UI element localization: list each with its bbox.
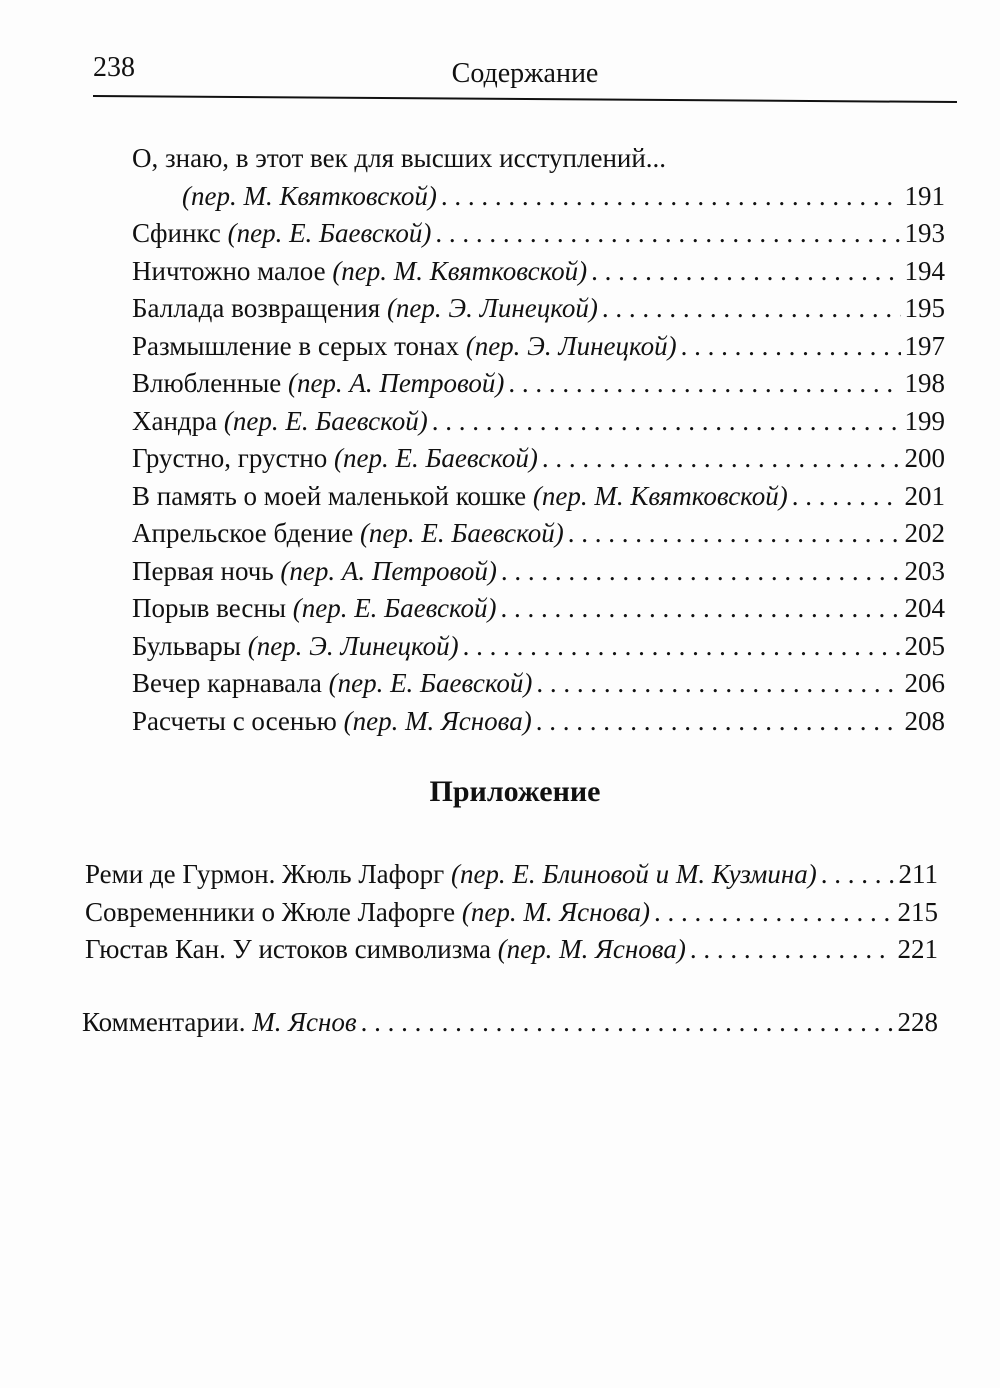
entry-title: В память о моей маленькой кошке xyxy=(132,480,527,511)
entry-title: Апрельское бдение xyxy=(132,518,354,548)
header-rule xyxy=(93,95,957,103)
entry-title: Бульвары xyxy=(132,630,241,661)
toc-entry xyxy=(85,931,938,969)
dot-leader xyxy=(432,403,901,441)
dot-leader xyxy=(792,478,901,516)
dot-leader xyxy=(463,628,901,666)
entry-title: Ничтожно малое xyxy=(132,255,326,286)
entry-translator: (пер. Э. Линецкой) xyxy=(465,330,677,361)
entry-page: 221 xyxy=(897,934,938,964)
toc-entry xyxy=(85,856,938,894)
entry-translator: (пер. М. Яснова) xyxy=(343,705,532,736)
entry-translator: (пер. М. Яснова) xyxy=(497,934,686,964)
entry-title: Комментарии. xyxy=(82,1007,246,1037)
entry-translator: (пер. Е. Баевской) xyxy=(328,668,533,698)
entry-author: М. Яснов xyxy=(252,1007,357,1037)
toc-entry xyxy=(132,328,945,366)
entry-title: Порыв весны xyxy=(132,593,286,623)
toc-entry xyxy=(132,365,945,403)
dot-leader xyxy=(536,703,901,741)
entry-page: 198 xyxy=(904,368,945,398)
entry-translator: (пер. Е. Баевской) xyxy=(359,518,564,548)
entry-title: Сфинкс xyxy=(132,218,221,248)
entry-title: Расчеты с осенью xyxy=(132,705,337,736)
entry-translator: (пер. Э. Линецкой) xyxy=(247,630,459,661)
toc-main xyxy=(132,140,945,740)
toc-entry xyxy=(132,665,945,703)
appendix-heading: Приложение xyxy=(429,775,601,808)
entry-translator: (пер. Е. Баевской) xyxy=(292,593,497,623)
dot-leader xyxy=(435,215,900,253)
entry-page: 206 xyxy=(904,668,945,698)
dot-leader xyxy=(591,253,900,291)
toc-entry xyxy=(132,553,945,591)
entry-translator: (пер. А. Петровой) xyxy=(287,368,505,398)
toc-entry xyxy=(132,215,945,253)
entry-title: О, знаю, в этот век для высших исступлений... xyxy=(132,143,667,173)
dot-leader xyxy=(681,328,901,366)
toc-entry xyxy=(132,628,945,666)
toc-entry xyxy=(132,515,945,553)
dot-leader xyxy=(361,1004,894,1042)
entry-page: 228 xyxy=(897,1007,938,1037)
entry-page: 199 xyxy=(904,405,945,436)
toc-appendix xyxy=(85,856,938,969)
toc-entry xyxy=(132,253,945,291)
entry-page: 195 xyxy=(904,293,945,323)
dot-leader xyxy=(508,365,900,403)
dot-leader xyxy=(821,856,895,894)
entry-page: 194 xyxy=(904,255,945,286)
toc-entry xyxy=(132,478,945,516)
entry-title: Реми де Гурмон. Жюль Лафорг xyxy=(85,859,445,889)
entry-title: Современники о Жюле Лафорге xyxy=(85,896,456,927)
entry-translator: (пер. Е. Баевской) xyxy=(227,218,432,248)
entry-translator: (пер. М. Квятковской) xyxy=(532,480,788,511)
entry-title: Хандра xyxy=(132,405,218,436)
entry-translator: (пер. Е. Баевской) xyxy=(334,443,538,473)
entry-page: 201 xyxy=(904,480,945,511)
toc-entry-title-line xyxy=(132,140,945,178)
toc-entry xyxy=(132,440,945,478)
entry-title: Вечер карнавала xyxy=(132,668,322,698)
entry-title: Баллада возвращения xyxy=(132,293,381,323)
entry-title: Размышление в серых тонах xyxy=(132,330,459,361)
entry-page: 202 xyxy=(904,518,945,548)
entry-translator: (пер. Э. Линецкой) xyxy=(386,293,598,323)
entry-title: Влюбленные xyxy=(132,368,282,398)
entry-page: 203 xyxy=(904,555,945,586)
dot-leader xyxy=(501,553,901,591)
entry-page: 208 xyxy=(904,705,945,736)
entry-page: 215 xyxy=(897,896,938,927)
dot-leader xyxy=(501,590,901,628)
dot-leader xyxy=(568,515,901,553)
entry-translator: (пер. Е. Блиновой и М. Кузмина) xyxy=(450,859,817,889)
toc-entry xyxy=(132,178,945,216)
entry-page: 191 xyxy=(904,180,945,211)
entry-translator: (пер. А. Петровой) xyxy=(280,555,497,586)
dot-leader xyxy=(542,440,901,478)
toc-entry xyxy=(82,1004,938,1042)
dot-leader xyxy=(441,178,901,216)
entry-page: 200 xyxy=(904,443,945,473)
entry-page: 205 xyxy=(904,630,945,661)
entry-page: 193 xyxy=(904,218,945,248)
entry-translator: (пер. М. Квятковской) xyxy=(182,180,437,211)
toc-entry xyxy=(132,703,945,741)
entry-title: Первая ночь xyxy=(132,555,274,586)
entry-translator: (пер. Е. Баевской) xyxy=(223,405,428,436)
toc-entry xyxy=(132,290,945,328)
toc-commentary xyxy=(82,1004,938,1042)
toc-entry xyxy=(85,894,938,932)
dot-leader xyxy=(690,931,894,969)
entry-translator: (пер. М. Квятковской) xyxy=(332,255,588,286)
entry-title: Гюстав Кан. У истоков символизма xyxy=(85,934,491,964)
page-number: 238 xyxy=(93,52,135,83)
dot-leader xyxy=(654,894,894,932)
toc-entry xyxy=(132,590,945,628)
toc-entry xyxy=(132,403,945,441)
entry-page: 197 xyxy=(904,330,945,361)
dot-leader xyxy=(536,665,900,703)
entry-translator: (пер. М. Яснова) xyxy=(461,896,650,927)
entry-page: 211 xyxy=(898,859,938,889)
entry-page: 204 xyxy=(904,593,945,623)
entry-title: Грустно, грустно xyxy=(132,443,328,473)
dot-leader xyxy=(602,290,901,328)
running-title: Содержание xyxy=(451,58,599,89)
